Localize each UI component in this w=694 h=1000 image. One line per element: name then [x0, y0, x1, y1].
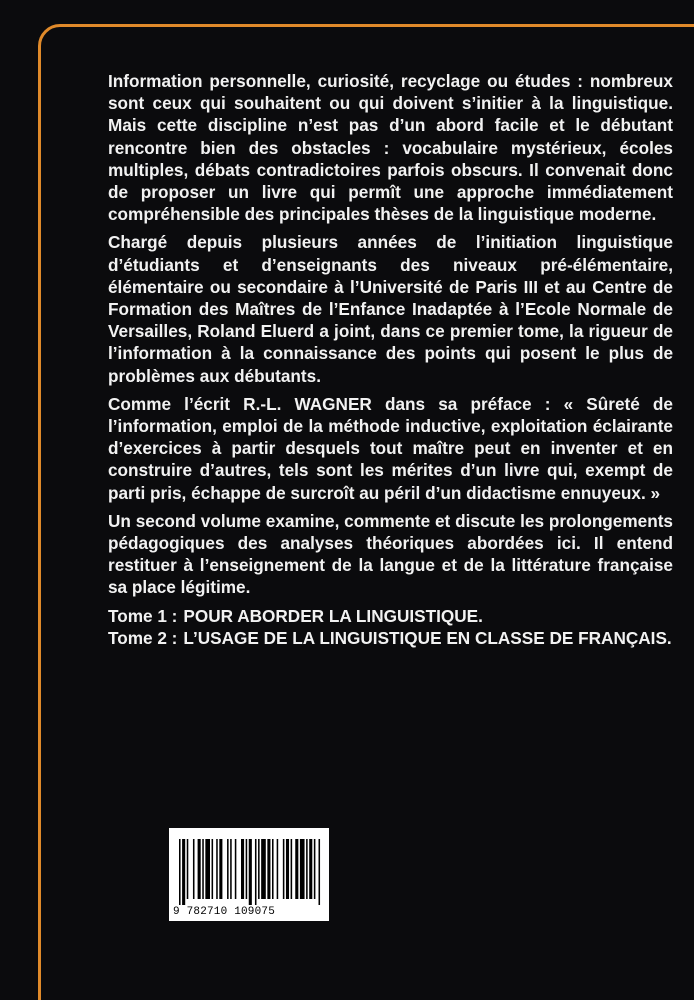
barcode-bar	[187, 839, 189, 899]
barcode-bar	[258, 839, 260, 899]
barcode-bar	[230, 839, 232, 899]
barcode-bar	[182, 839, 185, 905]
barcode-bar	[198, 839, 201, 899]
barcode-bar	[249, 839, 252, 905]
barcode-bar	[300, 839, 305, 899]
barcode-bar	[255, 839, 257, 905]
barcode-panel	[169, 828, 329, 921]
tome-1-label: Tome 1 :	[108, 605, 178, 626]
barcode-bar	[219, 839, 222, 899]
barcode-bar	[309, 839, 312, 899]
barcode-bar	[295, 839, 298, 899]
barcode-bar	[235, 839, 237, 899]
tome-1-title: POUR ABORDER LA LINGUISTIQUE.	[183, 605, 483, 626]
paragraph-author: Chargé depuis plusieurs années de l’initiation linguistique d’étudiants et d’enseignants des niveaux pré-élémentaire, élémentaire ou secondaire à l’Université de Paris III et au Centre de Formation des Maîtres de l’Enfance Inadaptée à l’Ecole Normale de Versailles, Roland Eluerd a joint, dans ce premier tome, la rigueur de l’information à la connaissance des points qui posent le plus de problèmes aux débutants.	[108, 232, 673, 386]
barcode-bar	[261, 839, 266, 899]
barcode-bar	[179, 839, 181, 905]
paragraph-intro: Information personnelle, curiosité, recyclage ou études : nombreux sont ceux qui souhaitent ou qui doivent s’initier à la linguistique. Mais cette discipline n’est pas d’un abord facile et le débutant rencontre bien des obstacles : vocabulaire mystérieux, écoles multiples, débats contradictoires parfois obscurs. Il convenait donc de proposer un livre qui permît une approche immédiatement compréhensible des principales thèses de la linguistique moderne.	[108, 71, 673, 225]
barcode-bar	[283, 839, 285, 899]
barcode-bar	[246, 839, 248, 899]
barcode-digits: 9 782710 109075	[173, 906, 276, 918]
barcode-bar	[205, 839, 210, 899]
barcode-bar	[267, 839, 270, 899]
barcode-bar	[216, 839, 218, 899]
barcode-bar	[241, 839, 244, 899]
barcode-bar	[306, 839, 308, 899]
barcode-bar	[202, 839, 204, 899]
tome-2-label: Tome 2 :	[108, 627, 178, 648]
barcode-icon	[173, 839, 325, 905]
barcode-bar	[272, 839, 274, 899]
barcode-bar	[212, 839, 214, 899]
barcode-bar	[277, 839, 279, 899]
blurb-text	[108, 70, 673, 649]
paragraph-preface-quote: Comme l’écrit R.-L. WAGNER dans sa préface : « Sûreté de l’information, emploi de la méthode inductive, exploitation éclairante d’exercices à partir desquels tout maître peut en inventer et en construire d’autres, tels sont les mérites d’un livre qui, exempt de parti pris, échappe de surcroît au péril d’un didactisme ennuyeux. »	[108, 393, 673, 503]
barcode-bar	[193, 839, 195, 899]
tome-2-line	[108, 627, 673, 649]
barcode-bar	[227, 839, 229, 899]
tome-2-title: L’USAGE DE LA LINGUISTIQUE EN CLASSE DE FRANÇAIS.	[183, 627, 672, 648]
tome-1-line	[108, 605, 673, 627]
barcode-bar	[319, 839, 321, 905]
barcode-bar	[291, 839, 293, 899]
paragraph-second-volume: Un second volume examine, commente et discute les prolongements pédagogiques des analyses théoriques abordées ici. Il entend restituer à l’enseignement de la langue et de la littérature française sa place légitime.	[108, 510, 673, 598]
barcode-bar	[314, 839, 316, 899]
barcode-bar	[286, 839, 289, 899]
